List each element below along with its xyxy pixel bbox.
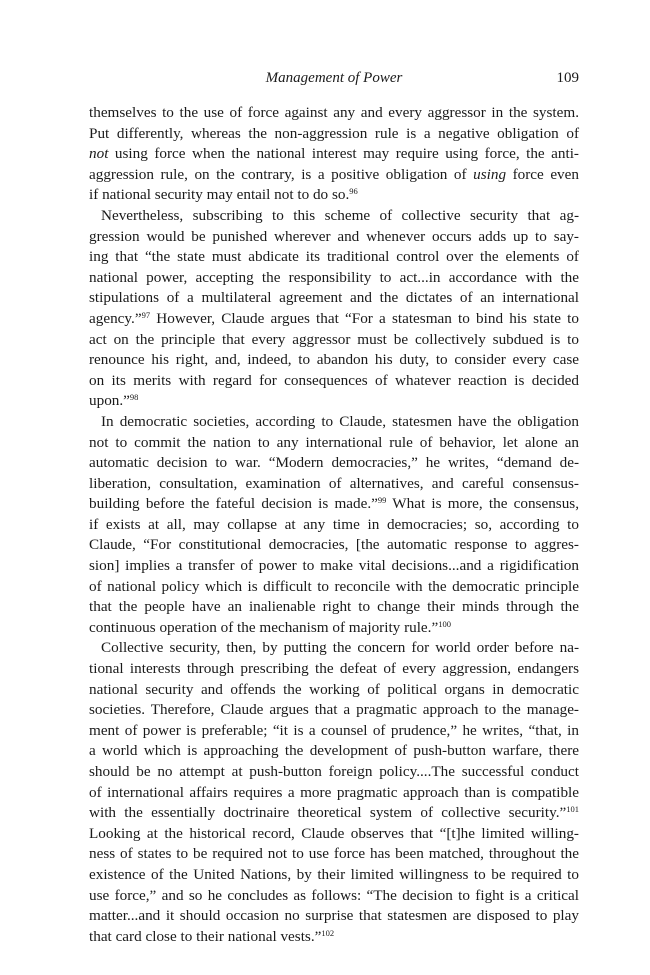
text-line: that card close to their national vests.”$^{102}$	[89, 927, 335, 945]
text-line: not to commit the nation to any international rule of behavior, let alone an	[89, 433, 579, 451]
footnote-marker: 98	[129, 392, 139, 403]
text-line: In democratic societies, according to Claude, statesmen have the obligation	[101, 412, 579, 430]
text-line: ness of states to be required not to use force has been matched, throughout the	[89, 845, 579, 863]
text-line: Looking at the historical record, Claude observes that “[t]he limited willing-	[89, 824, 579, 842]
text-line: that the people have an inalienable right to change their minds through the	[89, 598, 579, 616]
text-line: societies. Therefore, Claude argues that a pragmatic approach to the manage-	[89, 701, 579, 719]
text-line: renounce his right, and, indeed, to abandon his duty, to consider every case	[89, 351, 579, 369]
emphasis: using	[473, 165, 507, 183]
running-header	[89, 70, 579, 90]
text-line: not using force when the national interest may require using force, the anti-	[89, 145, 579, 163]
text-line: of national policy which is difficult to reconcile with the democratic principle	[89, 577, 579, 595]
text-line: matter...and it should occasion no surprise that statesmen are disposed to play	[89, 907, 579, 925]
text-line: national security and offends the working of political organs in democratic	[89, 680, 579, 698]
text-line: stipulations of a multilateral agreement and the dictates of an international	[89, 289, 579, 307]
text-line: existence of the United Nations, by their limited willingness to be required to	[89, 865, 579, 883]
text-line: agency.”$^{97}$ However, Claude argues that “For a statesman to bind his state to	[89, 309, 579, 327]
text-line: Put differently, whereas the non-aggression rule is a negative obligation of	[89, 124, 579, 142]
paragraph-1	[89, 103, 579, 206]
text-line: Collective security, then, by putting the concern for world order before na-	[101, 639, 579, 657]
text-line: building before the fateful decision is made.”$^{99}$ What is more, the consensus,	[89, 495, 580, 513]
text-line: if exists at all, may collapse at any time in democracies; so, according to	[89, 515, 579, 533]
text-line: aggression rule, on the contrary, is a positive obligation of using force even	[89, 165, 579, 183]
text-line: upon.”$^{98}$	[89, 392, 139, 410]
text-line: ing that “the state must abdicate its traditional control over the elements of	[89, 248, 579, 266]
text-line: liberation, consultation, examination of alternatives, and careful consensus-	[89, 474, 579, 492]
text-line: a world which is approaching the development of push-button warfare, there	[89, 742, 579, 760]
text-line: tional interests through prescribing the defeat of every aggression, endangers	[89, 660, 579, 678]
text-line: continuous operation of the mechanism of majority rule.”$^{100}$	[89, 618, 451, 636]
footnote-marker: 102	[321, 927, 335, 938]
text-line: themselves to the use of force against any and every aggressor in the system.	[89, 104, 579, 121]
text-line: national power, accepting the responsibility to act...in accordance with the	[89, 268, 579, 286]
text-line: if national security may entail not to do so.$^{96}$	[89, 186, 358, 204]
text-line: sion] implies a transfer of power to make vital decisions...and a rigidification	[89, 557, 579, 575]
footnote-marker: 97	[141, 309, 151, 320]
footnote-marker: 100	[438, 618, 451, 629]
body-text	[89, 103, 579, 947]
text-line: of international affairs requires a more pragmatic approach than is compatible	[89, 783, 579, 801]
paragraph-2	[89, 206, 579, 412]
footnote-marker: 96	[349, 186, 358, 197]
text-line: with the essentially doctrinaire theoretical system of collective security.”$^{101}$	[89, 804, 579, 822]
text-line: act on the principle that every aggressor must be collectively subdued is to	[89, 330, 579, 348]
text-line: gression would be punished wherever and whenever occurs adds up to say-	[89, 227, 579, 245]
text-line: should be no attempt at push-button foreign policy....The successful conduct	[89, 763, 579, 780]
emphasis: not	[89, 145, 109, 163]
text-line: on its merits with regard for consequences of whatever reaction is decided	[89, 371, 579, 389]
text-line: Claude, “For constitutional democracies, [the automatic response to aggres-	[89, 536, 579, 554]
text-line: ment of power is preferable; “it is a counsel of prudence,” he writes, “that, in	[89, 721, 579, 739]
running-title: Management of Power	[265, 70, 403, 86]
text-line: Nevertheless, subscribing to this scheme of collective security that ag-	[101, 206, 579, 224]
page-number: 109	[556, 70, 579, 86]
footnote-marker: 101	[566, 804, 579, 815]
footnote-marker: 99	[377, 495, 387, 506]
text-line: use force,” and so he concludes as follows: “The decision to fight is a critical	[89, 886, 579, 904]
paragraph-4	[89, 638, 579, 947]
text-line: automatic decision to war. “Modern democracies,” he writes, “demand de-	[89, 454, 579, 472]
paragraph-3	[89, 412, 579, 639]
